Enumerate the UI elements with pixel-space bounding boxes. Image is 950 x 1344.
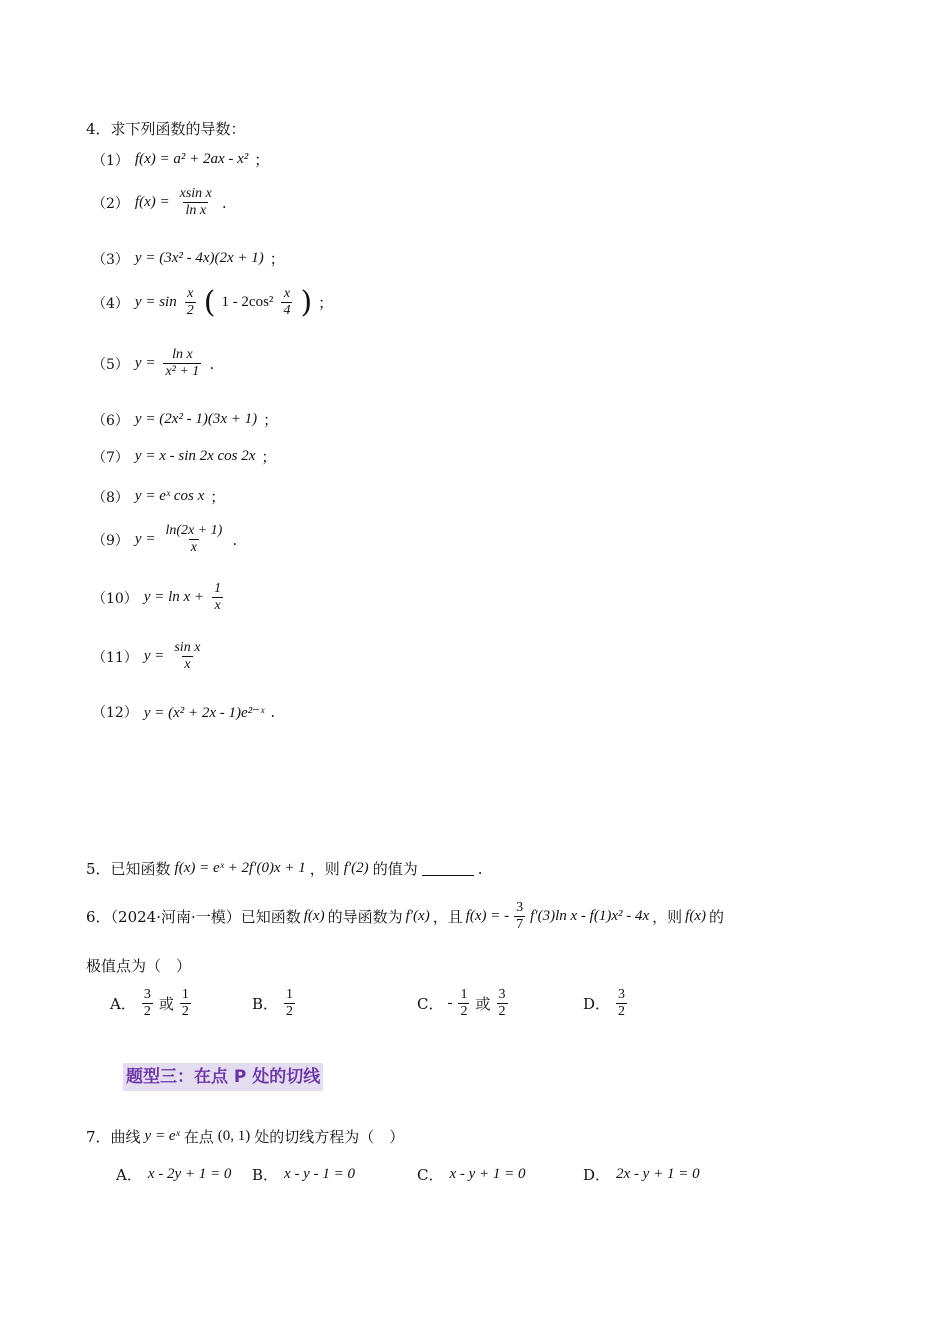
q4-item-tail: ； [269,250,285,268]
q7-suffix: 处的切线方程为（ ） [254,1128,405,1146]
option-label: A． [110,995,136,1014]
q4-item-tail: ； [263,411,279,429]
q4-item-label: （7） [92,449,129,466]
fraction-denominator: x [214,598,221,614]
q6-lhs: f(x) = - [465,908,510,925]
q4-item-lhs: y = [143,648,165,665]
q4-item-expr: y = (3x² - 4x)(2x + 1) [134,250,264,266]
option-label: B． [252,995,279,1014]
q4-item-tail: . [270,703,276,721]
q4-item-3 [92,248,285,269]
fraction-numerator: x [187,286,194,301]
fraction-numerator: 3 [618,987,626,1002]
q4-item-expr: y = (2x² - 1)(3x + 1) [134,411,258,427]
fraction-denominator: 2 [618,1004,626,1020]
q4-item-4 [92,286,333,319]
q4-item-10 [92,581,231,614]
fraction [185,286,196,319]
q6-fx2: f(x) [685,908,706,925]
q7-point: (0, 1) [217,1128,251,1144]
q6-fpx: f′(x) [405,908,430,925]
fraction-numerator: 1 [286,987,294,1002]
q4-item-tail: ； [254,151,270,169]
q4-item-tail: . [209,354,215,373]
fraction-denominator: 2 [286,1004,294,1020]
q4-item-6 [92,409,278,430]
q7 [86,1126,404,1147]
q4-item-lhs: f(x) = [134,194,170,211]
q7-option-a[interactable] [116,1164,231,1185]
q4-item-expr: y = eˣ cos x [134,488,205,504]
q6-prefix: 6．（2024·河南·一模）已知函数 [86,908,301,927]
fraction [281,286,292,319]
fraction-numerator: 3 [516,900,524,915]
q4-item-12 [92,702,275,722]
q4-item-1 [92,149,269,170]
fraction [497,987,508,1020]
q5-end: . [477,859,483,878]
fraction [514,900,525,933]
fraction [172,640,202,673]
q4-item-label: （2） [92,195,129,212]
q4-item-label: （6） [92,412,129,429]
option-label: A． [116,1166,142,1184]
fraction-numerator: sin x [174,640,201,655]
fraction-numerator: 3 [143,987,151,1002]
fraction [212,581,223,614]
q4-item-lhs: y = [134,531,156,548]
fraction-denominator: 2 [181,1004,189,1020]
q6-line1 [86,900,724,933]
q6-text: 的导函数为 [327,908,403,927]
fraction [284,987,295,1020]
q5-expr: f(x) = eˣ + 2f′(0)x + 1 [174,860,306,876]
option-label: D． [583,995,611,1014]
option-expr: x - y - 1 = 0 [284,1166,355,1182]
q4-item-2 [92,186,227,219]
q4-item-mid: 1 - 2cos² [221,294,274,311]
fraction [616,987,627,1020]
fraction-numerator: x [283,286,291,301]
option-expr: x - 2y + 1 = 0 [147,1166,232,1182]
q4-item-label: （3） [92,251,129,268]
q5-prefix: 5．已知函数 [86,860,171,878]
q7-option-d[interactable] [583,1164,700,1185]
q4-item-tail: ； [210,488,226,506]
fraction-denominator: x [190,540,197,556]
fraction-numerator: 1 [214,581,222,596]
section-heading: 题型三：在点 P 处的切线 [123,1063,323,1091]
fraction-numerator: 3 [498,987,506,1002]
q6-option-a[interactable] [110,987,193,1020]
q7-mid: 在点 [183,1128,214,1146]
q4-item-label: （5） [92,356,129,373]
q4-item-label: （4） [92,295,129,312]
option-label: D． [583,1166,611,1184]
q4-item-tail: . [221,193,227,212]
q4-item-lhs: y = [134,355,156,372]
fraction-denominator: 2 [498,1004,506,1020]
q6-option-b[interactable] [252,987,297,1020]
fraction-denominator: 2 [460,1004,468,1020]
q7-option-b[interactable] [252,1164,355,1185]
option-expr: 2x - y + 1 = 0 [616,1166,700,1182]
fraction-denominator: x² + 1 [165,364,200,380]
q4-item-label: （11） [92,649,138,666]
answer-blank [422,861,474,876]
q4-item-tail: ； [261,448,277,466]
q6-line2: 极值点为（ ） [86,957,192,975]
fraction [180,987,191,1020]
fraction-denominator: ln x [185,203,207,219]
fraction-numerator: ln x [172,347,193,362]
option-expr: x - y + 1 = 0 [449,1166,526,1182]
q6-option-d[interactable] [583,987,629,1020]
q6-text: ，则 [652,908,683,927]
q6-option-c[interactable] [417,987,510,1020]
fraction-numerator: xsin x [179,186,212,201]
q4-item-expr: y = (x² + 2x - 1)e²⁻ˣ [143,704,265,721]
fraction [178,186,214,219]
fraction-denominator: 4 [283,303,291,319]
fraction-numerator: ln(2x + 1) [165,523,223,538]
q4-item-pre: y = sin [134,294,177,311]
option-label: B． [252,1166,279,1184]
fraction [163,347,201,380]
q4-item-11 [92,640,210,673]
q6-text: ，且 [432,908,463,927]
fraction [142,987,153,1020]
fraction-denominator: 7 [516,917,524,933]
q7-curve: y = eˣ [144,1128,180,1144]
right-paren: ) [300,284,313,320]
q4-item-tail: . [232,530,238,549]
q4-item-label: （9） [92,532,129,549]
or-text: 或 [475,995,491,1014]
q5-suffix: 的值为 [372,860,418,878]
q6-fx: f(x) [303,908,325,925]
fraction [163,523,224,556]
left-paren: ( [203,284,216,320]
fraction-denominator: 2 [143,1004,151,1020]
q4-title: 4．求下列函数的导数： [86,120,246,138]
q4-item-5 [92,347,214,380]
minus-sign: - [447,995,453,1012]
q4-item-7 [92,446,276,467]
q4-item-label: （1） [92,152,129,169]
q4-item-expr: y = x - sin 2x cos 2x [134,448,256,464]
q4-item-tail: ； [318,294,334,313]
q5-expr2: f′(2) [343,860,369,876]
fraction-denominator: x [184,657,191,673]
fraction-numerator: 1 [181,987,189,1002]
fraction-numerator: 1 [460,987,468,1002]
option-label: C． [417,995,444,1014]
q6-rhs: f′(3)ln x - f(1)x² - 4x [530,908,650,925]
q6-text: 的 [709,908,725,927]
q4-item-8 [92,486,225,507]
q4-item-lhs: y = ln x + [143,589,205,606]
q4-item-label: （12） [92,705,138,721]
q4-item-expr: f(x) = a² + 2ax - x² [134,151,249,167]
q4-item-label: （10） [92,590,138,607]
or-text: 或 [158,995,174,1014]
q5-mid: ，则 [309,860,340,878]
q4-item-label: （8） [92,489,129,506]
q4-item-9 [92,523,237,556]
q7-option-c[interactable] [417,1164,526,1185]
fraction-denominator: 2 [186,303,194,319]
q5 [86,858,482,879]
fraction [458,987,469,1020]
option-label: C． [417,1166,444,1184]
q7-prefix: 7．曲线 [86,1128,141,1146]
